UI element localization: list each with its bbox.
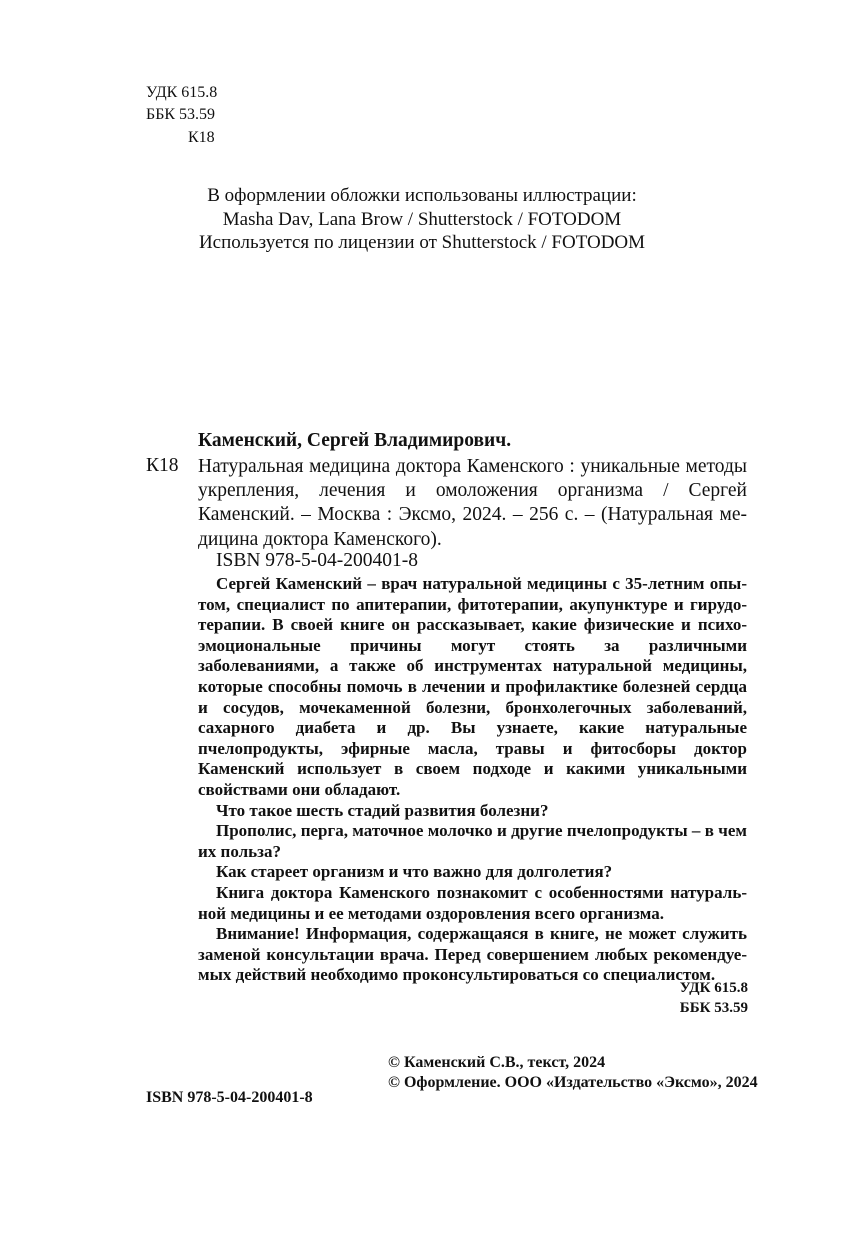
copyright-block — [388, 1053, 768, 1093]
author-heading: Каменский, Сергей Владимирович. — [198, 430, 512, 451]
cover-credits-line-1: В оформлении обложки использованы иллюстрации: — [207, 185, 637, 206]
cover-credits-line-2: Masha Dav, Lana Brow / Shutterstock / FOTODOM — [222, 209, 622, 230]
udk-code-bottom: УДК 615.8 — [679, 980, 748, 996]
author-mark: К18 — [146, 455, 179, 476]
copyright-text-line: © Каменский С.В., текст, 2024 — [388, 1054, 606, 1071]
copyright-design-line: © Оформление. ООО «Издательство «Эксмо», 2024 — [388, 1074, 758, 1091]
annotation-paragraph: Книга доктора Каменского познакомит с особенностями натуральной медицины и ее методами оздоровления всего организма. — [198, 882, 747, 923]
udk-code-top: УДК 615.8 — [146, 84, 218, 101]
bbk-code-top: ББК 53.59 — [146, 106, 216, 123]
cover-credits-line-3: Используется по лицензии от Shutterstock / FOTODOM — [198, 232, 646, 253]
annotation-paragraph: Сергей Каменский – врач натуральной медицины с 35-летним опытом, специалист по апитерапии, фитотерапии, акупунктуре и гирудотерапии. В своей книге он рассказывает, какие физические и психоэмоциональные причины могут стоять за различными заболеваниями, а также об инструментах натуральной медицины, которые способны помочь в лечении и профилактике болезней сердца и сосудов, мочекаменной болезни, бронхолегочных заболеваний, сахарного диабета и др. Вы узнаете, какие натуральные пчелопродукты, эфирные масла, травы и фитосборы доктор Каменский использует в своем подходе и какими уникальными свойствами они обладают. — [198, 574, 747, 799]
annotation-paragraph: Внимание! Информация, содержащаяся в книге, не может служить заменой консультации врача. Перед совершением любых рекомендуемых действий необходимо проконсультироваться со специалистом. — [198, 924, 747, 985]
annotation-paragraph: Как стареет организм и что важно для долголетия? — [216, 862, 613, 882]
bibliographic-description: Натуральная медицина доктора Каменского : уникальные методы укрепления, лечения и омоложения организма / Сергей Каменский. – Москва : Эксмо, 2024. – 256 с. – (Натуральная медицина доктора Каменского). — [198, 456, 747, 550]
annotation-paragraph: Прополис, перга, маточное молочко и другие пчелопродукты – в чем их польза? — [198, 821, 747, 861]
isbn-record: ISBN 978-5-04-200401-8 — [216, 550, 419, 571]
classification-bottom — [680, 978, 748, 1018]
author-mark-top: К18 — [188, 129, 215, 146]
annotation — [198, 574, 747, 986]
bbk-code-bottom: ББК 53.59 — [679, 1000, 748, 1016]
annotation-paragraph: Что такое шесть стадий развития болезни? — [216, 800, 549, 820]
isbn-bottom: ISBN 978-5-04-200401-8 — [146, 1089, 313, 1106]
